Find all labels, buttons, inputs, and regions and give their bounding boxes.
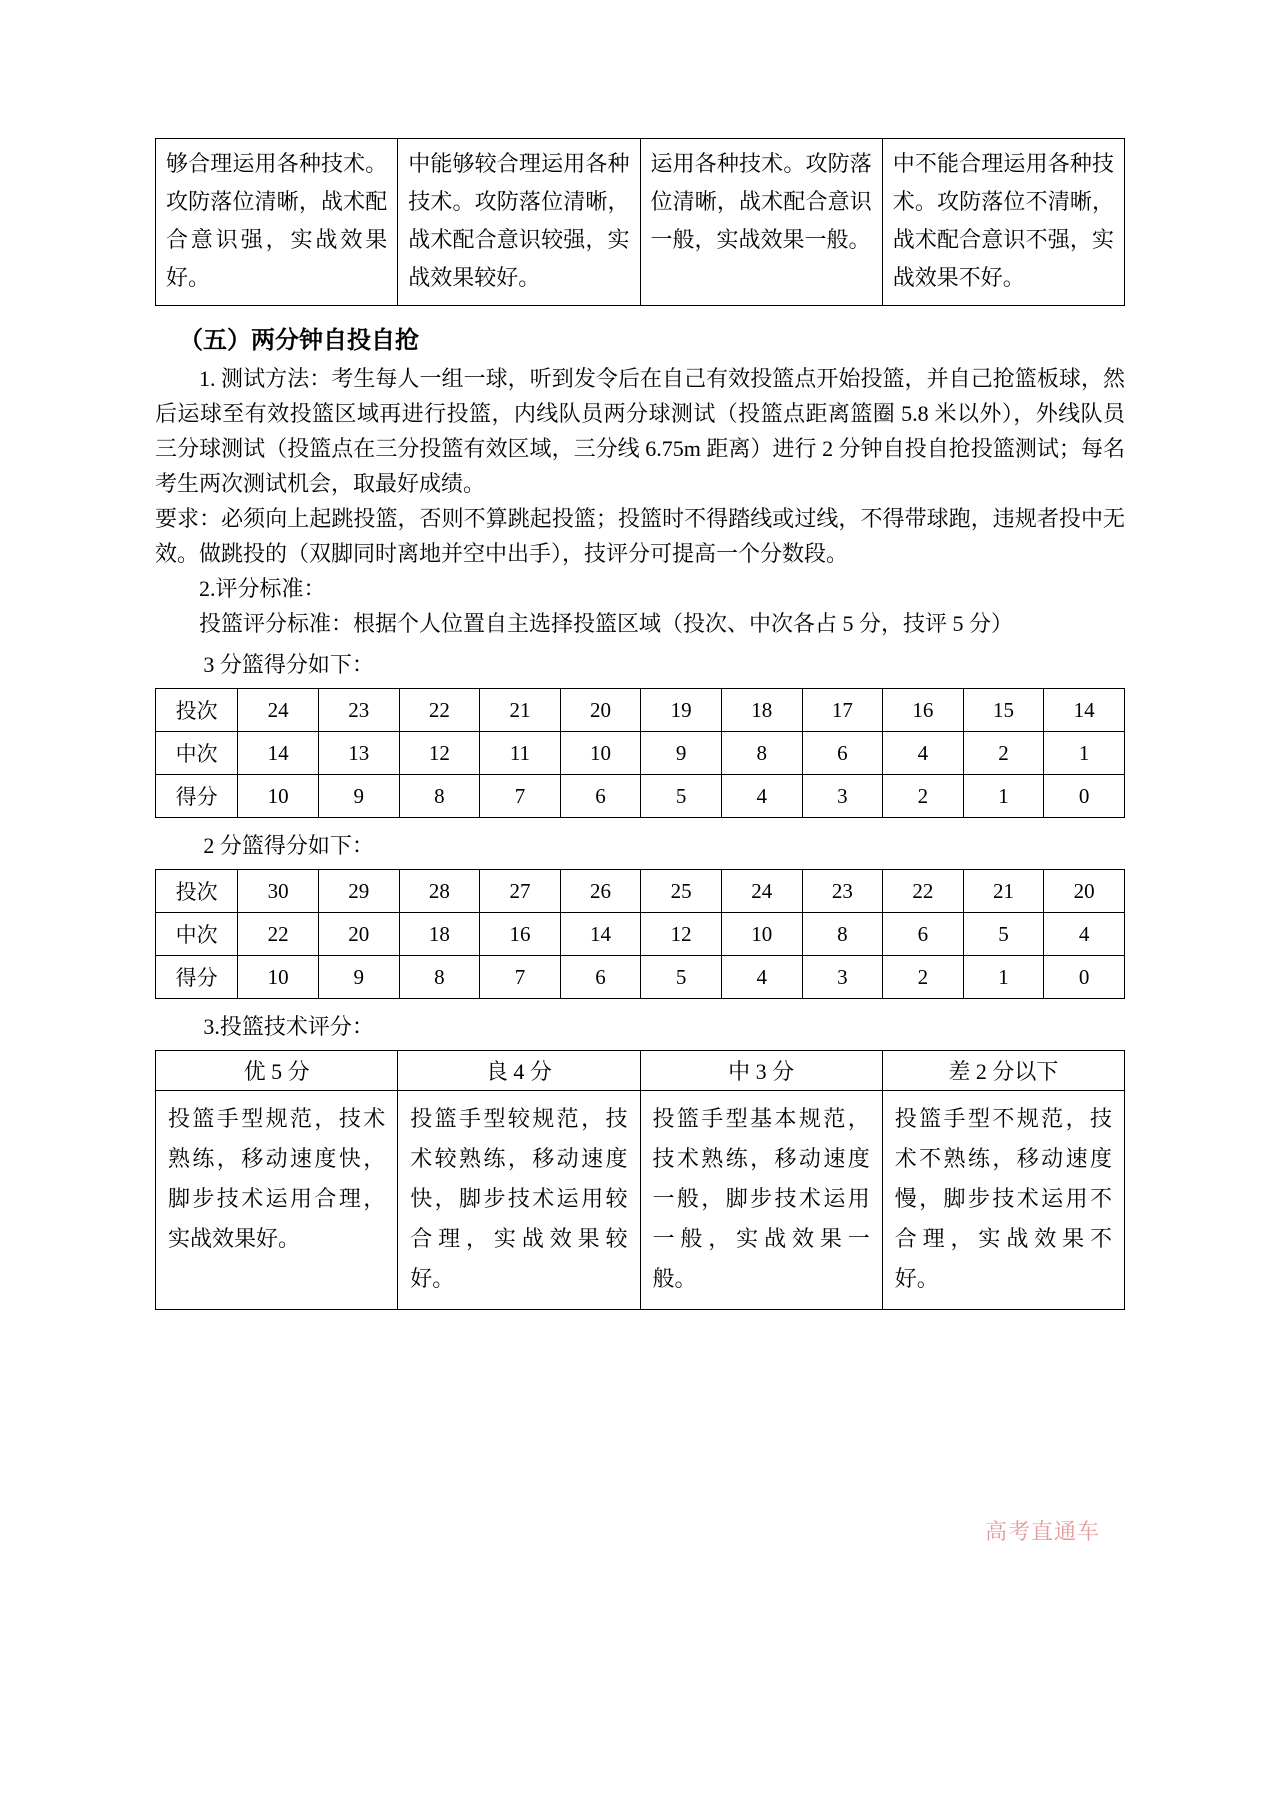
score-cell: 10 (238, 775, 319, 818)
score-cell: 6 (560, 775, 641, 818)
score-cell: 9 (318, 956, 399, 999)
score-cell: 24 (721, 870, 802, 913)
table-header-row (156, 1051, 1125, 1091)
score-cell: 11 (480, 732, 561, 775)
score-cell: 19 (641, 689, 722, 732)
score-cell: 20 (560, 689, 641, 732)
score-cell: 4 (883, 732, 964, 775)
section-heading: （五）两分钟自投自抢 (179, 328, 419, 354)
score-cell: 16 (480, 913, 561, 956)
score-cell: 4 (721, 775, 802, 818)
header-poor: 差 2 分以下 (882, 1051, 1124, 1091)
header-good: 良 4 分 (398, 1051, 640, 1091)
score-cell: 6 (802, 732, 883, 775)
score-table-3pt (155, 688, 1125, 818)
grade-cell-poor: 中不能合理运用各种技术。攻防落位不清晰，战术配合意识不强，实战效果不好。 (882, 139, 1124, 306)
paragraph-requirements: 要求：必须向上起跳投篮，否则不算跳起投篮；投篮时不得踏线或过线，不得带球跑，违规者投中无效。做跳投的（双脚同时离地并空中出手），技评分可提高一个分数段。 (155, 506, 1125, 566)
score-cell: 27 (480, 870, 561, 913)
score-cell: 8 (721, 732, 802, 775)
score-cell: 24 (238, 689, 319, 732)
score-cell: 2 (963, 732, 1044, 775)
score-cell: 29 (318, 870, 399, 913)
score-cell: 7 (480, 775, 561, 818)
score-cell: 20 (1044, 870, 1125, 913)
table-row-makes (156, 732, 1125, 775)
score-cell: 2 (883, 775, 964, 818)
score-cell: 20 (318, 913, 399, 956)
technique-score-table (155, 1050, 1125, 1310)
score-cell: 10 (721, 913, 802, 956)
score-cell: 3 (802, 775, 883, 818)
score-cell: 9 (641, 732, 722, 775)
score-table-2pt (155, 869, 1125, 999)
score-cell: 8 (399, 775, 480, 818)
row-label: 中次 (156, 732, 238, 775)
score-cell: 14 (1044, 689, 1125, 732)
score-cell: 22 (238, 913, 319, 956)
score-cell: 12 (399, 732, 480, 775)
score-cell: 21 (963, 870, 1044, 913)
score-cell: 28 (399, 870, 480, 913)
table-row-attempts (156, 870, 1125, 913)
score-cell: 8 (399, 956, 480, 999)
score-cell: 3 (802, 956, 883, 999)
header-medium: 中 3 分 (640, 1051, 882, 1091)
table-row-attempts (156, 689, 1125, 732)
score-cell: 14 (560, 913, 641, 956)
row-label: 中次 (156, 913, 238, 956)
score-cell: 13 (318, 732, 399, 775)
score-cell: 6 (883, 913, 964, 956)
score-cell: 4 (721, 956, 802, 999)
score-cell: 1 (1044, 732, 1125, 775)
grade-cell-excellent: 够合理运用各种技术。攻防落位清晰，战术配合意识强，实战效果好。 (156, 139, 398, 306)
score-cell: 2 (883, 956, 964, 999)
score-cell: 16 (883, 689, 964, 732)
score-cell: 12 (641, 913, 722, 956)
tech-cell-good: 投篮手型较规范，技术较熟练，移动速度快，脚步技术运用较合理，实战效果较好。 (398, 1091, 640, 1310)
watermark: 高考直通车 (985, 1519, 1101, 1544)
score-cell: 5 (641, 956, 722, 999)
grade-cell-medium: 运用各种技术。攻防落位清晰，战术配合意识一般，实战效果一般。 (640, 139, 882, 306)
score-cell: 17 (802, 689, 883, 732)
score-cell: 4 (1044, 913, 1125, 956)
score-cell: 23 (802, 870, 883, 913)
score-cell: 0 (1044, 775, 1125, 818)
paragraph-scoring-standard: 2.评分标准： (199, 576, 326, 601)
score-cell: 6 (560, 956, 641, 999)
caption-3pt-table: 3 分篮得分如下： (203, 652, 374, 677)
score-cell: 0 (1044, 956, 1125, 999)
caption-tech-table: 3.投篮技术评分： (203, 1014, 374, 1039)
score-cell: 30 (238, 870, 319, 913)
caption-2pt-table: 2 分篮得分如下： (203, 833, 374, 858)
header-excellent: 优 5 分 (156, 1051, 398, 1091)
row-label: 得分 (156, 956, 238, 999)
score-cell: 18 (399, 913, 480, 956)
paragraph-test-method: 1. 测试方法：考生每人一组一球，听到发令后在自己有效投篮点开始投篮，并自己抢篮板球，然后运球至有效投篮区域再进行投篮，内线队员两分球测试（投篮点距离篮圈 5.8 米以外），外线队员三分球测试（投篮点在三分投篮有效区域，三分线 6.75m 距离）进行 2 分钟自投自抢投篮测试；每名考生两次测试机会，取最好成绩。 (155, 366, 1125, 496)
tech-cell-poor: 投篮手型不规范，技术不熟练，移动速度慢，脚步技术运用不合理，实战效果不好。 (882, 1091, 1124, 1310)
row-label: 投次 (156, 870, 238, 913)
continued-grading-table (155, 138, 1125, 306)
tech-cell-excellent: 投篮手型规范，技术熟练，移动速度快，脚步技术运用合理，实战效果好。 (156, 1091, 398, 1310)
score-cell: 10 (560, 732, 641, 775)
document-content (155, 138, 1125, 1310)
score-cell: 7 (480, 956, 561, 999)
row-label: 得分 (156, 775, 238, 818)
table-row (156, 139, 1125, 306)
grade-cell-good: 中能够较合理运用各种技术。攻防落位清晰，战术配合意识较强，实战效果较好。 (398, 139, 640, 306)
score-cell: 22 (883, 870, 964, 913)
score-cell: 25 (641, 870, 722, 913)
paragraph-scoring-standard-detail: 投篮评分标准：根据个人位置自主选择投篮区域（投次、中次各占 5 分，技评 5 分） (199, 611, 1014, 636)
score-cell: 1 (963, 775, 1044, 818)
score-cell: 10 (238, 956, 319, 999)
score-cell: 9 (318, 775, 399, 818)
table-row-points (156, 775, 1125, 818)
score-cell: 23 (318, 689, 399, 732)
score-cell: 18 (721, 689, 802, 732)
score-cell: 1 (963, 956, 1044, 999)
score-cell: 21 (480, 689, 561, 732)
score-cell: 5 (963, 913, 1044, 956)
score-cell: 14 (238, 732, 319, 775)
score-cell: 26 (560, 870, 641, 913)
table-row-makes (156, 913, 1125, 956)
table-row-points (156, 956, 1125, 999)
score-cell: 5 (641, 775, 722, 818)
row-label: 投次 (156, 689, 238, 732)
table-row (156, 1091, 1125, 1310)
tech-cell-medium: 投篮手型基本规范，技术熟练，移动速度一般，脚步技术运用一般，实战效果一般。 (640, 1091, 882, 1310)
score-cell: 8 (802, 913, 883, 956)
score-cell: 15 (963, 689, 1044, 732)
score-cell: 22 (399, 689, 480, 732)
